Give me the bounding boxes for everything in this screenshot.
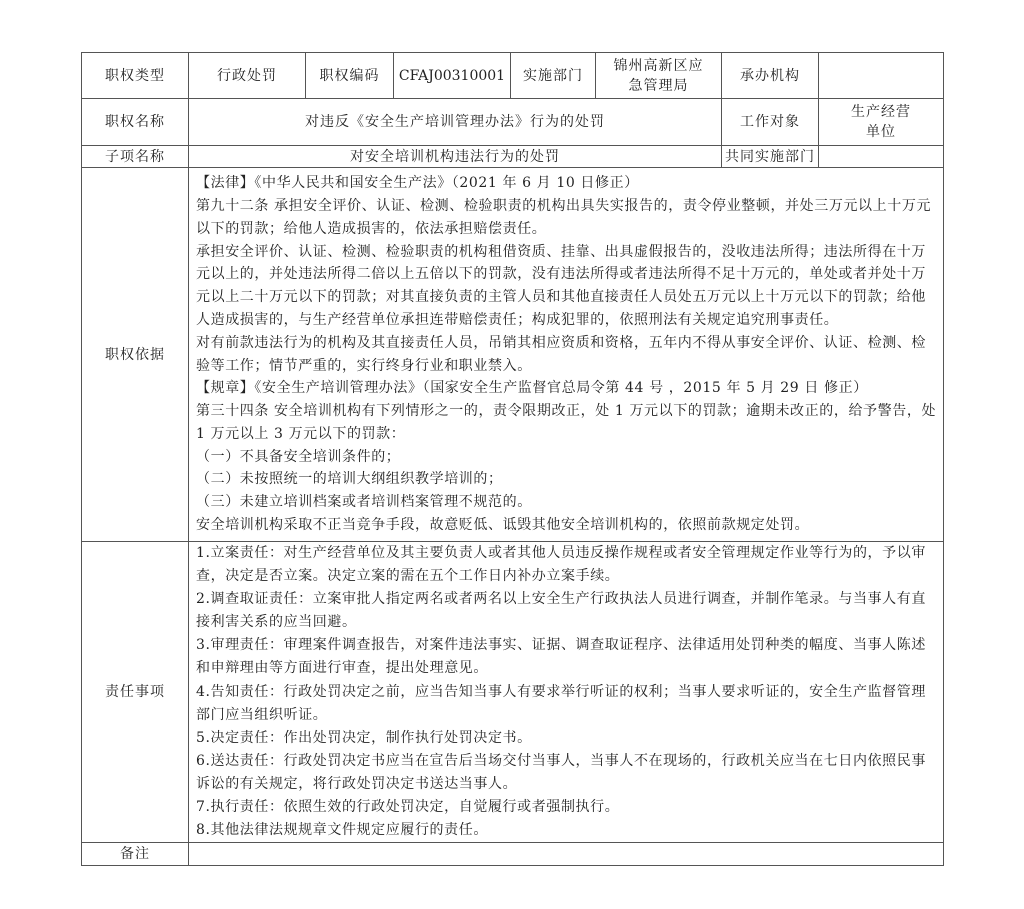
basis-line: （二）未按照统一的培训大纲组织教学培训的； [196, 471, 503, 488]
basis-line: 承担安全评价、认证、检测、检验职责的机构租借资质、挂靠、出具虚假报告的，没收违法所得；违法所得在十万元以上的，并处违法所得二倍以上五倍以下的罚款，没有违法所得或者违法所得不足十万元的，单处或者并处十万元以上二十万元以下的罚款；对其直接负责的主管人员和其他直接责任人员处五万元以上十万元以下的罚款；给他人造成损害的，与生产经营单位承担连带赔偿责任；构成犯罪的，依照刑法有关规定追究刑事责任。 [196, 243, 926, 328]
header-row [82, 53, 944, 99]
name-label: 职权名称 [82, 99, 189, 146]
basis-line: 对有前款违法行为的机构及其直接责任人员，吊销其相应资质和资格，五年内不得从事安全评价、认证、检测、检验等工作；情节严重的，实行终身行业和职业禁入。 [196, 334, 926, 374]
basis-line: （一）不具备安全培训条件的； [196, 448, 401, 465]
duty-item: 3.审理责任：审理案件调查报告，对案件违法事实、证据、调查取证程序、法律适用处罚种类的幅度、当事人陈述和申辩理由等方面进行审查，提出处理意见。 [196, 637, 926, 677]
org-label: 承办机构 [722, 53, 819, 99]
duties-row [82, 542, 944, 843]
basis-label: 职权依据 [82, 168, 189, 542]
type-label: 职权类型 [82, 53, 189, 99]
basis-content [189, 168, 944, 542]
basis-line: 【法律】《中华人民共和国安全生产法》（2021 年 6 月 10 日修正） [196, 175, 639, 192]
duty-item: 2.调查取证责任：立案审批人指定两名或者两名以上安全生产行政执法人员进行调查，并制作笔录。与当事人有直接利害关系的应当回避。 [196, 591, 926, 631]
duty-item: 5.决定责任：作出处罚决定，制作执行处罚决定书。 [196, 729, 532, 746]
joint-label: 共同实施部门 [722, 146, 819, 168]
basis-line: 第九十二条 承担安全评价、认证、检测、检验职责的机构出具失实报告的，责令停业整顿，并处三万元以上十万元以下的罚款；给他人造成损害的，依法承担赔偿责任。 [196, 197, 932, 237]
remarks-label: 备注 [82, 843, 189, 866]
remarks-row [82, 843, 944, 866]
sub-value: 对安全培训机构违法行为的处罚 [189, 146, 722, 168]
code-value: CFAJ00310001 [394, 53, 511, 99]
dept-value: 锦州高新区应急管理局 [596, 53, 722, 99]
joint-value [819, 146, 944, 168]
dept-label: 实施部门 [511, 53, 596, 99]
duty-item: 8.其他法律法规规章文件规定应履行的责任。 [196, 822, 488, 839]
basis-line: （三）未建立培训档案或者培训档案管理不规范的。 [196, 494, 532, 511]
duties-content [189, 542, 944, 843]
duties-label: 责任事项 [82, 542, 189, 843]
sub-row [82, 146, 944, 168]
sub-label: 子项名称 [82, 146, 189, 168]
code-label: 职权编码 [306, 53, 394, 99]
basis-line: 【规章】《安全生产培训管理办法》（国家安全生产监督官总局令第 44 号 ，2015 年 5 月 29 日 修正） [196, 380, 868, 397]
basis-line: 安全培训机构采取不正当竞争手段，故意贬低、诋毁其他安全培训机构的，依照前款规定处罚。 [196, 517, 810, 534]
name-row [82, 99, 944, 146]
org-value [819, 53, 944, 99]
basis-row [82, 168, 944, 542]
duty-item: 1.立案责任：对生产经营单位及其主要负责人或者其他人员违反操作规程或者安全管理规定作业等行为的，予以审查，决定是否立案。决定立案的需在五个工作日内补办立案手续。 [196, 545, 926, 585]
authority-table [81, 52, 944, 866]
name-value: 对违反《安全生产培训管理办法》行为的处罚 [189, 99, 722, 146]
duty-item: 7.执行责任：依照生效的行政处罚决定，自觉履行或者强制执行。 [196, 799, 620, 816]
duty-item: 4.告知责任：行政处罚决定之前，应当告知当事人有要求举行听证的权利；当事人要求听证的，安全生产监督管理部门应当组织听证。 [196, 683, 926, 723]
duty-item: 6.送达责任：行政处罚决定书应当在宣告后当场交付当事人，当事人不在现场的，行政机关应当在七日内依照民事诉讼的有关规定，将行政处罚决定书送达当事人。 [196, 752, 926, 792]
basis-line: 第三十四条 安全培训机构有下列情形之一的，责令限期改正，处 1 万元以下的罚款；逾期未改正的，给予警告，处 1 万元以上 3 万元以下的罚款： [196, 403, 937, 442]
remarks-value [189, 843, 944, 866]
target-label: 工作对象 [722, 99, 819, 146]
type-value: 行政处罚 [189, 53, 306, 99]
target-value: 生产经营单位 [819, 99, 944, 146]
